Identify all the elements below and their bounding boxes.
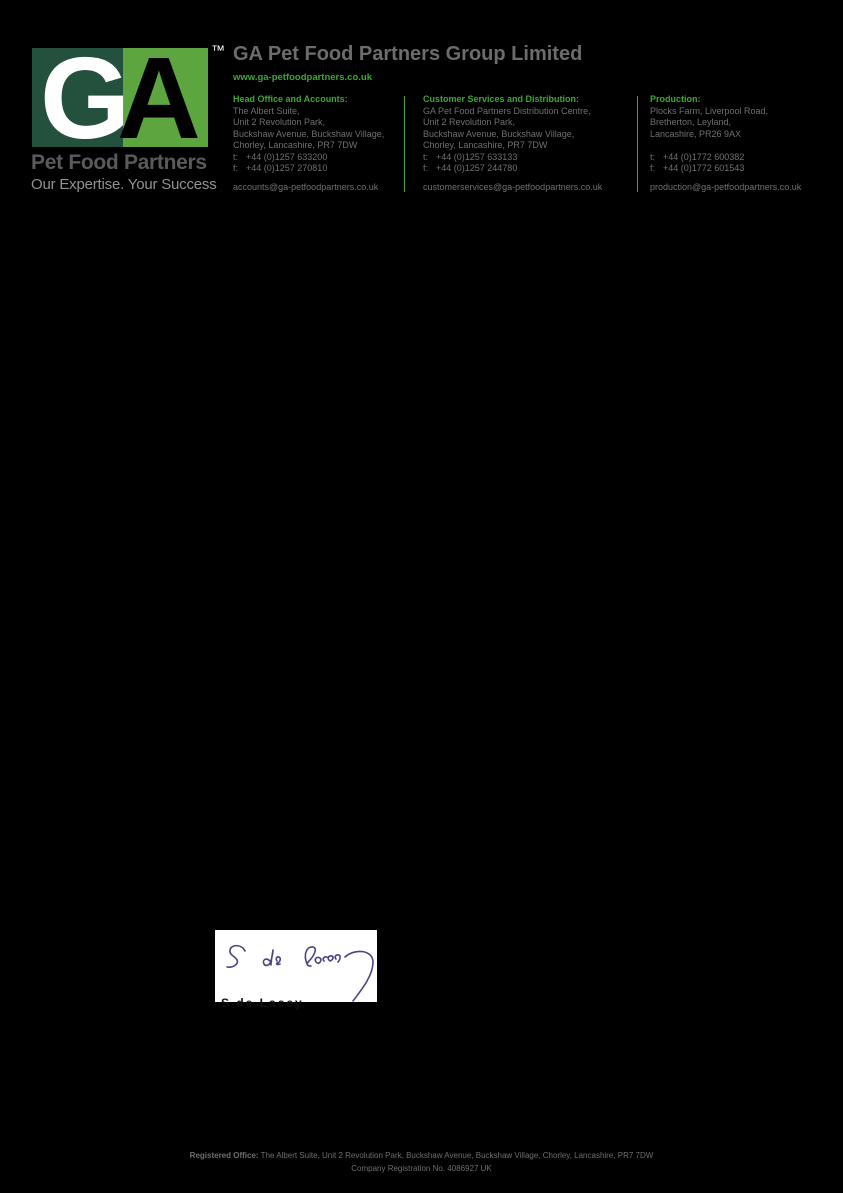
- logo-letter-g: G: [40, 33, 131, 163]
- address-line: [650, 140, 822, 152]
- logo-wordmark: Pet Food Partners: [31, 151, 207, 174]
- logo-letter-a: A: [117, 33, 201, 163]
- registered-office-address: The Albert Suite, Unit 2 Revolution Park, Buckshaw Avenue, Buckshaw Village, Chorley, Lancashire, PR7 7DW: [260, 1151, 654, 1160]
- fax-number: +44 (0)1257 270810: [246, 163, 328, 173]
- address-line: Bretherton, Leyland,: [650, 117, 732, 127]
- address-line: Unit 2 Revolution Park,: [233, 117, 326, 127]
- tel-number: +44 (0)1257 633133: [436, 151, 518, 162]
- production-column: [650, 94, 822, 193]
- address-line: Buckshaw Avenue, Buckshaw Village,: [423, 128, 575, 139]
- typed-signatory-name: S de Lacey: [221, 996, 304, 1010]
- address-line: Unit 2 Revolution Park,: [423, 117, 516, 127]
- tel-number: +44 (0)1772 600382: [663, 151, 745, 162]
- website-url: www.ga-petfoodpartners.co.uk: [233, 72, 372, 83]
- fax-label: f:: [423, 163, 429, 173]
- footer: [0, 1149, 843, 1175]
- customer-services-column: [423, 94, 635, 193]
- tel-label: t:: [233, 151, 239, 162]
- tel-label: t:: [423, 151, 429, 162]
- tel-label: t:: [650, 151, 656, 162]
- handwritten-signature-icon: [215, 930, 377, 1002]
- company-name-title: GA Pet Food Partners Group Limited: [233, 43, 583, 65]
- registered-office-line: [0, 1149, 843, 1162]
- address-line: Chorley, Lancashire, PR7 7DW: [233, 140, 358, 150]
- address-line: Plocks Farm, Liverpool Road,: [650, 105, 769, 116]
- telephone-row: [233, 152, 398, 164]
- telephone-row: [650, 152, 822, 164]
- customer-services-heading: Customer Services and Distribution:: [423, 94, 580, 104]
- head-office-heading: Head Office and Accounts:: [233, 94, 348, 104]
- registered-office-label: Registered Office:: [189, 1151, 259, 1160]
- email-address: customerservices@ga-petfoodpartners.co.uk: [423, 181, 603, 192]
- trademark-symbol: ™: [211, 42, 225, 58]
- production-heading: Production:: [650, 94, 701, 104]
- head-office-column: [233, 94, 398, 193]
- signature-image: [215, 930, 377, 1010]
- fax-label: f:: [650, 163, 656, 173]
- email-address: accounts@ga-petfoodpartners.co.uk: [233, 181, 379, 192]
- fax-number: +44 (0)1257 244780: [436, 163, 518, 173]
- fax-number: +44 (0)1772 601543: [663, 163, 745, 173]
- address-line: Lancashire, PR26 9AX: [650, 128, 742, 139]
- address-line: Chorley, Lancashire, PR7 7DW: [423, 140, 548, 150]
- column-divider: [404, 96, 405, 192]
- tel-number: +44 (0)1257 633200: [246, 151, 328, 162]
- fax-label: f:: [233, 163, 239, 173]
- telephone-row: [423, 152, 635, 164]
- company-registration-line: Company Registration No. 4086927 UK: [351, 1164, 492, 1173]
- address-line: Buckshaw Avenue, Buckshaw Village,: [233, 128, 385, 139]
- fax-row: [423, 163, 635, 175]
- fax-row: [650, 163, 822, 175]
- fax-row: [233, 163, 398, 175]
- column-divider: [637, 96, 638, 192]
- address-line: The Albert Suite,: [233, 105, 300, 116]
- email-address: production@ga-petfoodpartners.co.uk: [650, 181, 802, 192]
- address-line: GA Pet Food Partners Distribution Centre,: [423, 105, 591, 116]
- logo-tagline: Our Expertise. Your Success: [31, 176, 217, 193]
